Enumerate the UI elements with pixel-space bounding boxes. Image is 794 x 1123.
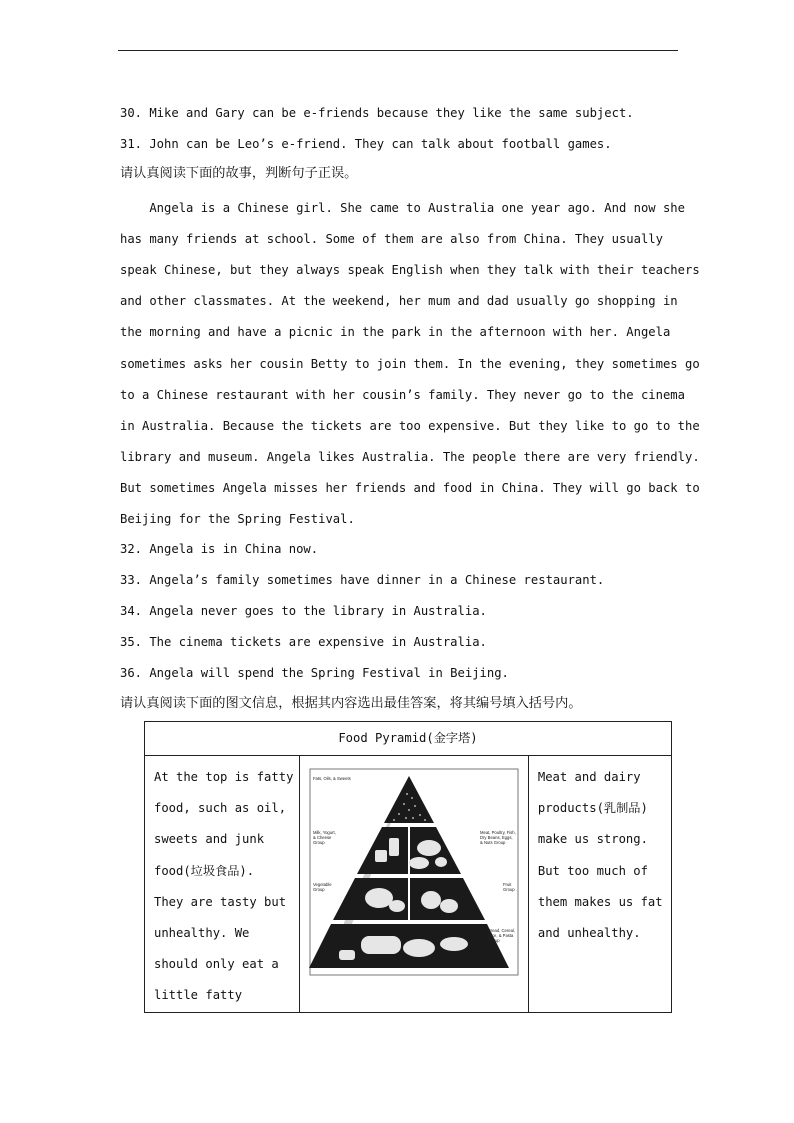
story-line: library and museum. Angela likes Australia. The people there are very friendly. [120,450,700,464]
story-line: the morning and have a picnic in the park in the afternoon with her. Angela [120,325,671,339]
left-text-line: sweets and junk [154,832,265,847]
label-milk-2: Group [313,840,325,845]
right-text-line: make us strong. [537,832,648,847]
question-36: 36. Angela will spend the Spring Festival in Beijing. [120,666,509,680]
story-line: speak Chinese, but they always speak English when they talk with their teachers [120,263,700,277]
left-text-line: unhealthy. We [154,926,250,941]
story-line: and other classmates. At the weekend, her mum and dad usually go shopping in [120,294,678,308]
header-rule [118,50,678,51]
story-line: Beijing for the Spring Festival. [120,512,355,526]
story-line: in Australia. Because the tickets are too expensive. But they like to go to the [120,419,700,433]
label-veg-0: Vegetable [313,882,332,887]
label-meat-1: Dry Beans, Eggs, [480,835,513,840]
label-milk-0: Milk, Yogurt, [313,830,336,835]
right-text-line: products(乳制品) [537,801,648,816]
left-cell [145,756,300,1013]
left-text-line: little fatty [154,988,243,1003]
table-title: Food Pyramid(金字塔) [145,722,672,756]
label-meat-2: & Nuts Group [480,840,506,845]
story-line: has many friends at school. Some of them are also from China. They usually [120,232,663,246]
question-32: 32. Angela is in China now. [120,542,319,556]
left-text-line: food, such as oil, [154,801,287,816]
pyramid-cell [300,756,528,1013]
story-line: But sometimes Angela misses her friends and food in China. They will go back to [120,481,700,495]
label-veg-1: Group [313,887,325,892]
instruction-judge: 请认真阅读下面的故事，判断句子正误。 [120,166,358,181]
food-pyramid-image [309,768,519,978]
label-fruit-1: Group [503,887,515,892]
label-meat-0: Meat, Poultry, Fish, [480,830,516,835]
label-bread-1: Rice, & Pasta [488,933,514,938]
question-34: 34. Angela never goes to the library in Australia. [120,604,487,618]
label-fruit-0: Fruit [503,882,512,887]
left-text-line: They are tasty but [154,894,287,909]
right-text-line: and unhealthy. [537,926,641,941]
right-cell [528,756,671,1013]
right-text-line: them makes us fat [537,894,663,909]
label-bread-0: Bread, Cereal, [488,928,516,933]
question-33: 33. Angela’s family sometimes have dinner in a Chinese restaurant. [120,573,605,587]
left-text-line: At the top is fatty [154,770,294,784]
instruction-choose: 请认真阅读下面的图文信息，根据其内容选出最佳答案，将其编号填入括号内。 [120,696,582,711]
left-text-line: food(垃圾食品). [154,863,255,878]
left-text-line: should only eat a [154,957,279,972]
question-30: 30. Mike and Gary can be e-friends because they like the same subject. [120,106,634,120]
label-fats: Fats, Oils, & Sweets [313,776,351,781]
story-line: sometimes asks her cousin Betty to join them. In the evening, they sometimes go [120,357,700,371]
story-line: Angela is a Chinese girl. She came to Australia one year ago. And now she [120,201,685,215]
label-milk-1: & Cheese [313,835,332,840]
question-31: 31. John can be Leo’s e-friend. They can talk about football games. [120,137,612,151]
question-35: 35. The cinema tickets are expensive in Australia. [120,635,487,649]
right-text-line: But too much of [537,863,648,878]
story-line: to a Chinese restaurant with her cousin’s family. They never go to the cinema [120,388,685,402]
label-bread-2: Group [488,938,500,943]
food-pyramid-table [144,721,672,1013]
right-text-line: Meat and dairy [537,770,641,784]
